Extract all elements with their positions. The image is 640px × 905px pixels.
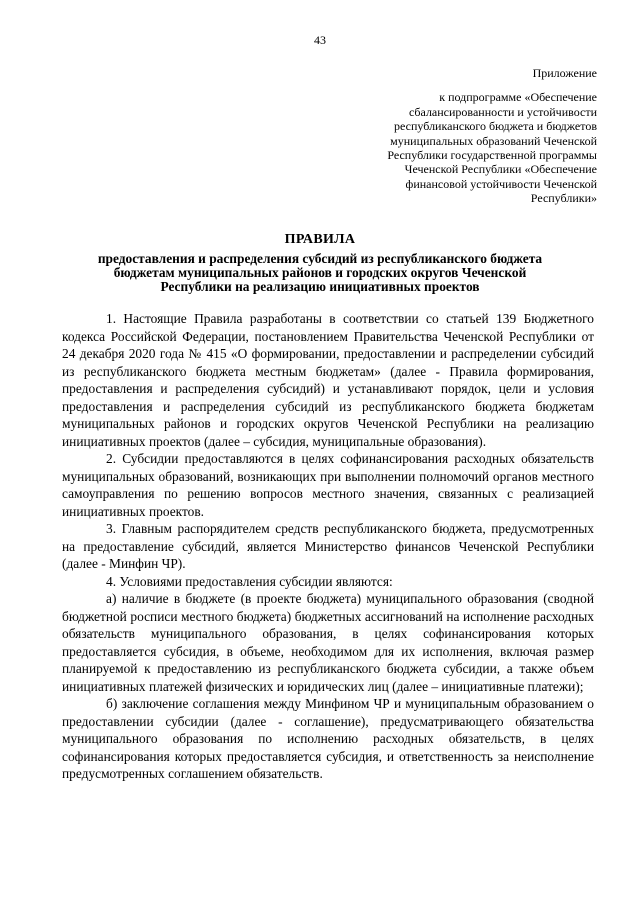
appendix-line: к подпрограмме «Обеспечение [439, 90, 597, 105]
paragraph-4: 4. Условиями предоставления субсидии являются: [106, 573, 393, 589]
appendix-line: сбалансированности и устойчивости [408, 104, 597, 119]
page-number: 43 [314, 33, 326, 47]
appendix-line: Чеченской Республики «Обеспечение [404, 162, 597, 177]
appendix-block [357, 66, 597, 206]
paragraph-4b: б) заключение соглашения между Минфином ЧР и муниципальным образованием о предоставлении субсидии (далее - соглашение), предусматривающего обязательства муниципального образования по исполнению расходных обязательств, в целях софинансирования которых предоставляется субсидия, и ответственность за неисполнение предусмотренных соглашением обязательств. [62, 696, 594, 781]
appendix-line: Республики» [530, 191, 597, 206]
appendix-line: финансовой устойчивости Чеченской [405, 176, 597, 191]
paragraph-2: 2. Субсидии предоставляются в целях софинансирования расходных обязательств муниципальных образований, возникающих при выполнении полномочий органов местного самоуправления по решению вопросов местного значения, связанных с реализацией инициативных проектов. [62, 451, 594, 519]
subtitle-line: Республики на реализацию инициативных проектов [160, 279, 480, 294]
appendix-line: республиканского бюджета и бюджетов [394, 119, 597, 134]
paragraph-4a: а) наличие в бюджете (в проекте бюджета) муниципального образования (сводной бюджетной росписи местного бюджета) бюджетных ассигнований на исполнение расходных обязательств муниципального образования, в целях софинансирования которых предоставляется субсидия, в объеме, необходимом для их исполнения, включая размер планируемой к предоставлению из республиканского бюджета субсидии, а также объем инициативных платежей физических и юридических лиц (далее – инициативные платежи); [62, 591, 594, 694]
document-title: ПРАВИЛА [284, 232, 356, 247]
document-body [62, 310, 594, 783]
subtitle-line: бюджетам муниципальных районов и городских округов Чеченской [113, 265, 527, 280]
appendix-title: Приложение [532, 66, 597, 80]
paragraph-1: 1. Настоящие Правила разработаны в соответствии со статьей 139 Бюджетного кодекса Российской Федерации, постановлением Правительства Чеченской Республики от 24 декабря 2020 года № 415 «О формировании, предоставлении и распределении субсидий из республиканского бюджета местным бюджетам» (далее - Правила формирования, предоставления и распределения субсидий) и устанавливают порядок, цели и условия предоставления и распределения субсидий из республиканского бюджета бюджетам муниципальных районов и городских округов Чеченской Республики на реализацию инициативных проектов (далее – субсидия, муниципальные образования). [62, 311, 594, 449]
appendix-line: Республики государственной программы [387, 148, 597, 163]
document-subtitle [60, 252, 580, 294]
subtitle-line: предоставления и распределения субсидий из республиканского бюджета [97, 251, 543, 266]
appendix-line: муниципальных образований Чеченской [390, 133, 597, 148]
paragraph-3: 3. Главным распорядителем средств республиканского бюджета, предусмотренных на предоставление субсидий, является Министерство финансов Чеченской Республики (далее - Минфин ЧР). [62, 521, 594, 571]
